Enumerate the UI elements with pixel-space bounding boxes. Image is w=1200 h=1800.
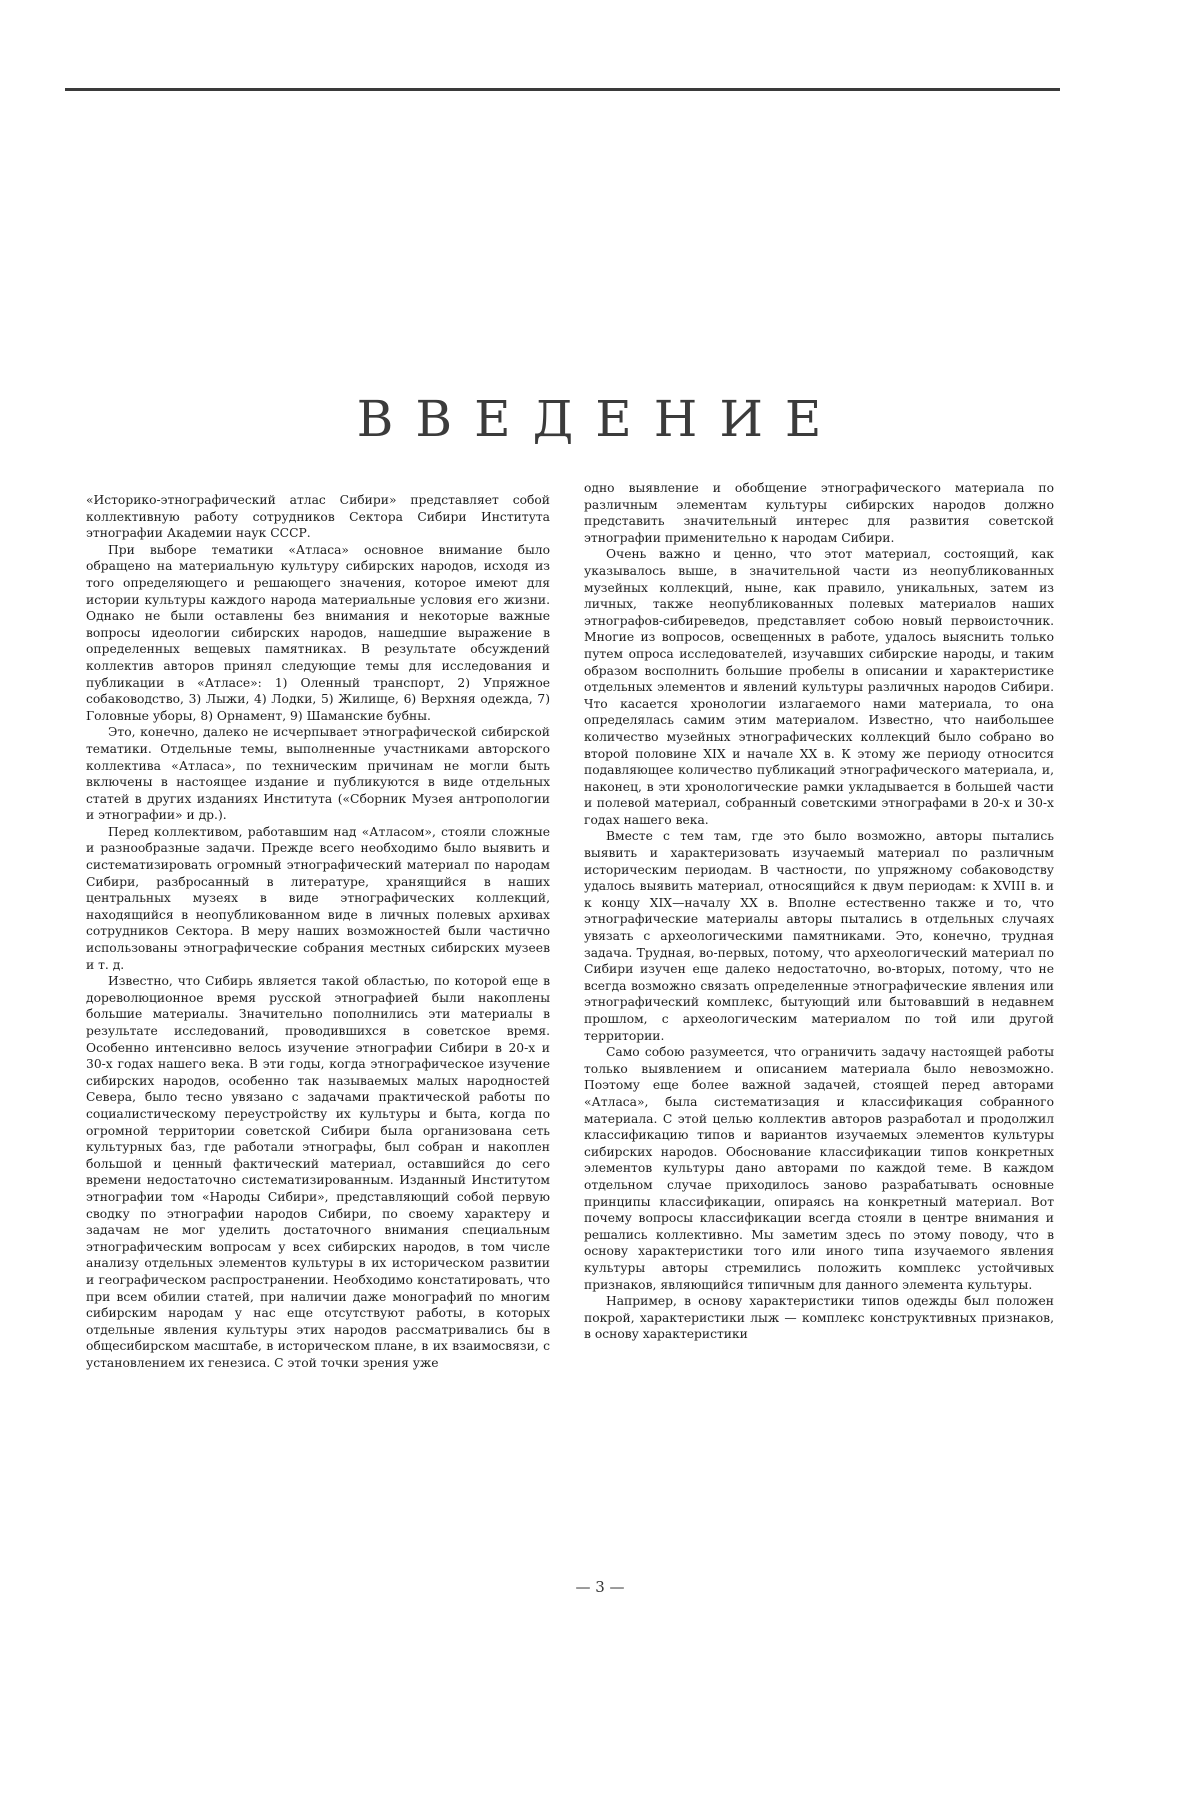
paragraph: Это, конечно, далеко не исчерпывает этнографической сибирской тематики. Отдельные темы, выполненные участниками авторского коллектива «Атласа», по техническим причинам не могли быть включены в настоящее издание и публикуются в виде отдельных статей в других изданиях Института («Сборник Музея антропологии и этнографии» и др.).	[86, 725, 550, 823]
top-rule	[65, 88, 1060, 91]
paragraph: Само собою разумеется, что ограничить задачу настоящей работы только выявлением и описанием материала было невозможно. Поэтому еще более важной задачей, стоящей перед авторами «Атласа», была систематизация и классификация собранного материала. С этой целью коллектив авторов разработал и продолжил классификацию типов и вариантов изучаемых элементов культуры сибирских народов. Обоснование классификации типов конкретных элементов культуры дано авторами по каждой теме. В каждом отдельном случае приходилось заново разрабатывать основные принципы классификации, опираясь на конкретный материал. Вот почему вопросы классификации всегда стояли в центре внимания и решались коллективно. Мы заметим здесь по этому поводу, что в основу характеристики того или иного типа изучаемого явления культуры авторы стремились положить комплекс устойчивых признаков, являющийся типичным для данного элемента культуры.	[584, 1045, 1054, 1292]
paragraph: Например, в основу характеристики типов одежды был положен покрой, характеристики лыж — комплекс конструктивных признаков, в основу характеристики	[584, 1294, 1054, 1342]
text-column-right	[584, 480, 1054, 1560]
paragraph: одно выявление и обобщение этнографического материала по различным элементам культуры сибирских народов должно представить значительный интерес для развития советской этнографии применительно к народам Сибири.	[584, 481, 1054, 545]
paragraph: Очень важно и ценно, что этот материал, состоящий, как указывалось выше, в значительной части из неопубликованных музейных коллекций, ныне, как правило, уникальных, затем из личных, также неопубликованных полевых материалов наших этнографов-сибиреведов, представляет собою новый первоисточник. Многие из вопросов, освещенных в работе, удалось выяснить только путем опроса исследователей, изучавших сибирские народы, и таким образом восполнить большие пробелы в описании и характеристике отдельных элементов и явлений культуры различных народов Сибири. Что касается хронологии излагаемого нами материала, то она определялась самим этим материалом. Известно, что наибольшее количество музейных этнографических коллекций было собрано во второй половине XIX и начале XX в. К этому же периоду относится подавляющее количество публикаций этнографического материала, и, наконец, в эти хронологические рамки укладывается в большей части и полевой материал, собранный советскими этнографами в 20-х и 30-х годах нашего века.	[584, 547, 1054, 827]
paragraph: «Историко-этнографический атлас Сибири» представляет собой коллективную работу сотрудников Сектора Сибири Института этнографии Академии наук СССР.	[86, 493, 550, 541]
paragraph: Перед коллективом, работавшим над «Атласом», стояли сложные и разнообразные задачи. Прежде всего необходимо было выявить и систематизировать огромный этнографический материал по народам Сибири, разбросанный в литературе, хранящийся в наших центральных музеях в виде этнографических коллекций, находящийся в неопубликованном виде в личных полевых архивах сотрудников Сектора. В меру наших возможностей были частично использованы этнографические собрания местных сибирских музеев и т. д.	[86, 824, 550, 972]
page-title: ВВЕДЕНИЕ	[356, 389, 844, 448]
page-number: — 3 —	[575, 1578, 625, 1596]
paragraph: Вместе с тем там, где это было возможно, авторы пытались выявить и характеризовать изучаемый материал по различным историческим периодам. В частности, по упряжному собаководству удалось выявить материал, относящийся к двум периодам: к XVIII в. и к концу XIX—началу XX в. Вполне естественно также и то, что этнографические материалы авторы пытались в отдельных случаях увязать с археологическими памятниками. Это, конечно, трудная задача. Трудная, во-первых, потому, что археологический материал по Сибири изучен еще далеко недостаточно, во-вторых, потому, что не всегда возможно связать определенные этнографические явления или этнографический комплекс, бытующий или бытовавший в недавнем прошлом, с археологическим материалом по той или другой территории.	[584, 829, 1054, 1043]
paragraph: Известно, что Сибирь является такой областью, по которой еще в дореволюционное время русской этнографией были накоплены большие материалы. Значительно пополнились эти материалы в результате исследований, проводившихся в советское время. Особенно интенсивно велось изучение этнографии Сибири в 20-х и 30-х годах нашего века. В эти годы, когда этнографическое изучение сибирских народов, особенно так называемых малых народностей Севера, было тесно увязано с задачами практической работы по социалистическому переустройству их культуры и быта, когда по огромной территории советской Сибири была организована сеть культурных баз, где работали этнографы, был собран и накоплен большой и ценный фактический материал, оставшийся до сего времени недостаточно систематизированным. Изданный Институтом этнографии том «Народы Сибири», представляющий собой первую сводку по этнографии народов Сибири, по своему характеру и задачам не мог уделить достаточного внимания специальным этнографическим вопросам у всех сибирских народов, в том числе анализу отдельных элементов культуры в их историческом развитии и географическом распространении. Необходимо констатировать, что при всем обилии статей, при наличии даже монографий по многим сибирским народам у нас еще отсутствуют работы, в которых отдельные явления культуры этих народов рассматривались бы в общесибирском масштабе, в историческом плане, в их взаимосвязи, с установлением их генезиса. С этой точки зрения уже	[86, 974, 550, 1370]
paragraph: При выборе тематики «Атласа» основное внимание было обращено на материальную культуру сибирских народов, исходя из того определяющего и решающего значения, которое имеют для истории культуры каждого народа материальные условия его жизни. Однако не были оставлены без внимания и некоторые важные вопросы идеологии сибирских народов, нашедшие выражение в определенных вещевых памятниках. В результате обсуждений коллектив авторов принял следующие темы для исследования и публикации в «Атласе»: 1) Оленный транспорт, 2) Упряжное собаководство, 3) Лыжи, 4) Лодки, 5) Жилище, 6) Верхняя одежда, 7) Головные уборы, 8) Орнамент, 9) Шаманские бубны.	[86, 542, 550, 723]
text-column-left	[86, 492, 550, 1572]
